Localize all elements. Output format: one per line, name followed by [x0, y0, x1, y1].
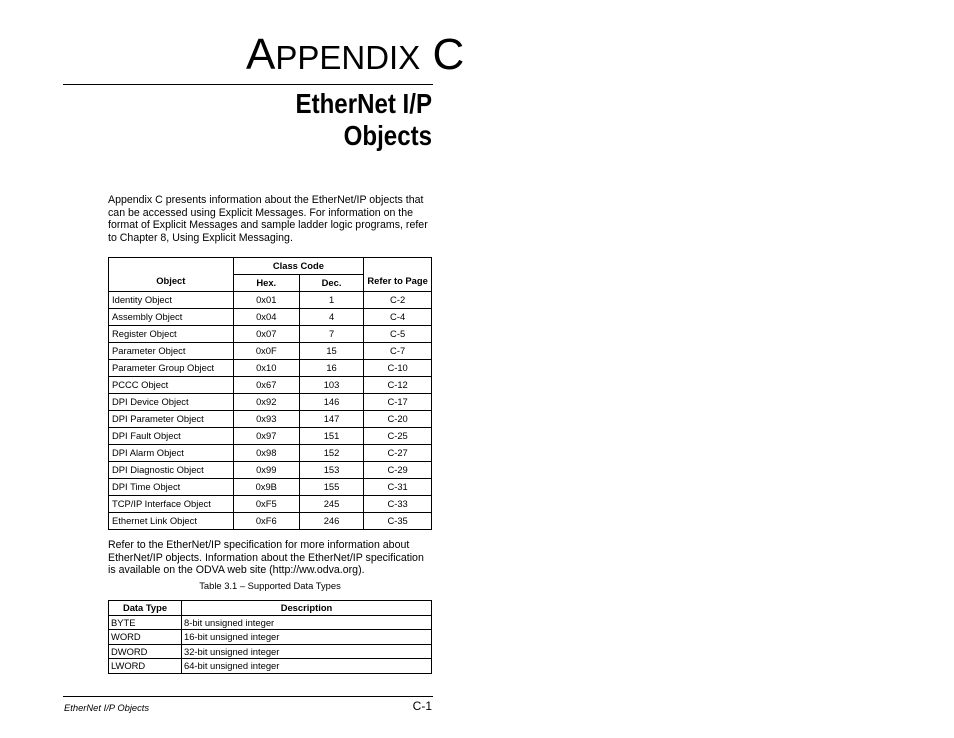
hex-cell: 0x92	[233, 394, 299, 411]
table-row	[109, 428, 432, 445]
page-cell: C-31	[364, 479, 432, 496]
dec-cell: 16	[299, 360, 363, 377]
header-dec: Dec.	[299, 275, 363, 292]
hex-cell: 0x99	[233, 462, 299, 479]
object-name-cell: Ethernet Link Object	[109, 513, 234, 530]
table-row	[109, 326, 432, 343]
hex-cell: 0xF5	[233, 496, 299, 513]
object-name-cell: DPI Time Object	[109, 479, 234, 496]
page-cell: C-25	[364, 428, 432, 445]
table-row	[109, 394, 432, 411]
header-class-code: Class Code	[233, 258, 364, 275]
dec-cell: 1	[299, 292, 363, 309]
description-cell: 32-bit unsigned integer	[182, 644, 432, 659]
object-name-cell: DPI Device Object	[109, 394, 234, 411]
page-cell: C-4	[364, 309, 432, 326]
bottom-rule	[63, 696, 433, 697]
chapter-title	[232, 88, 432, 152]
dec-cell: 7	[299, 326, 363, 343]
dec-cell: 152	[299, 445, 363, 462]
table-row	[109, 343, 432, 360]
hex-cell: 0xF6	[233, 513, 299, 530]
table-caption: Table 3.1 – Supported Data Types	[199, 580, 341, 591]
table-row	[109, 292, 432, 309]
hex-cell: 0x07	[233, 326, 299, 343]
table-row	[109, 479, 432, 496]
header-object: Object	[109, 258, 234, 292]
data-type-cell: LWORD	[109, 659, 182, 674]
table-row	[109, 630, 432, 645]
table-row	[109, 496, 432, 513]
table-row	[109, 309, 432, 326]
description-cell: 8-bit unsigned integer	[182, 615, 432, 630]
object-name-cell: Parameter Group Object	[109, 360, 234, 377]
page-cell: C-27	[364, 445, 432, 462]
table-row	[109, 513, 432, 530]
dec-cell: 103	[299, 377, 363, 394]
hex-cell: 0x9B	[233, 479, 299, 496]
hex-cell: 0x04	[233, 309, 299, 326]
data-type-cell: DWORD	[109, 644, 182, 659]
page-cell: C-2	[364, 292, 432, 309]
data-type-cell: BYTE	[109, 615, 182, 630]
appendix-heading-initial: A	[246, 30, 276, 79]
hex-cell: 0x67	[233, 377, 299, 394]
hex-cell: 0x0F	[233, 343, 299, 360]
description-cell: 16-bit unsigned integer	[182, 630, 432, 645]
table-row	[109, 659, 432, 674]
hex-cell: 0x01	[233, 292, 299, 309]
object-name-cell: DPI Alarm Object	[109, 445, 234, 462]
refer-paragraph: Refer to the EtherNet/IP specification for more information about EtherNet/IP objects. Information about the EtherNet/IP specification is available on the ODVA web site (http://ww.odva.org).	[108, 539, 424, 577]
dec-cell: 151	[299, 428, 363, 445]
header-hex: Hex.	[233, 275, 299, 292]
object-table	[108, 257, 432, 530]
hex-cell: 0x10	[233, 360, 299, 377]
dec-cell: 4	[299, 309, 363, 326]
hex-cell: 0x93	[233, 411, 299, 428]
page-cell: C-20	[364, 411, 432, 428]
object-name-cell: TCP/IP Interface Object	[109, 496, 234, 513]
page-cell: C-29	[364, 462, 432, 479]
appendix-heading-letter: C	[432, 30, 465, 79]
dec-cell: 147	[299, 411, 363, 428]
dec-cell: 15	[299, 343, 363, 360]
hex-cell: 0x98	[233, 445, 299, 462]
header-refer-to-page: Refer to Page	[364, 258, 432, 292]
data-types-table-body	[109, 615, 432, 673]
data-type-cell: WORD	[109, 630, 182, 645]
hex-cell: 0x97	[233, 428, 299, 445]
object-table-body	[109, 292, 432, 530]
page-cell: C-12	[364, 377, 432, 394]
dec-cell: 246	[299, 513, 363, 530]
object-name-cell: Identity Object	[109, 292, 234, 309]
chapter-title-line1: EtherNet I/P	[295, 88, 432, 119]
object-name-cell: Assembly Object	[109, 309, 234, 326]
dec-cell: 155	[299, 479, 363, 496]
page-cell: C-33	[364, 496, 432, 513]
top-rule	[63, 84, 433, 85]
object-name-cell: Parameter Object	[109, 343, 234, 360]
page-cell: C-10	[364, 360, 432, 377]
table-row	[109, 445, 432, 462]
object-name-cell: Register Object	[109, 326, 234, 343]
appendix-heading-rest: PPENDIX	[275, 39, 421, 76]
page-cell: C-35	[364, 513, 432, 530]
page-cell: C-7	[364, 343, 432, 360]
object-name-cell: DPI Diagnostic Object	[109, 462, 234, 479]
intro-paragraph: Appendix C presents information about the EtherNet/IP objects that can be accessed using Explicit Messages. For information on the format of Explicit Messages and sample ladder logic programs, refer to Chapter 8, Using Explicit Messaging.	[108, 194, 428, 244]
table-row	[109, 360, 432, 377]
table-row	[109, 644, 432, 659]
dec-cell: 146	[299, 394, 363, 411]
object-name-cell: PCCC Object	[109, 377, 234, 394]
page-cell: C-17	[364, 394, 432, 411]
table-row	[109, 462, 432, 479]
footer-page-number: C-1	[412, 699, 432, 713]
table-row	[109, 377, 432, 394]
table-row	[109, 615, 432, 630]
description-cell: 64-bit unsigned integer	[182, 659, 432, 674]
footer-title: EtherNet I/P Objects	[64, 702, 150, 713]
data-types-table	[108, 600, 432, 674]
appendix-heading	[246, 30, 465, 83]
dec-cell: 153	[299, 462, 363, 479]
table-row	[109, 411, 432, 428]
chapter-title-line2: Objects	[343, 120, 432, 151]
object-name-cell: DPI Parameter Object	[109, 411, 234, 428]
dec-cell: 245	[299, 496, 363, 513]
header-description: Description	[182, 601, 432, 616]
header-data-type: Data Type	[109, 601, 182, 616]
object-name-cell: DPI Fault Object	[109, 428, 234, 445]
page-cell: C-5	[364, 326, 432, 343]
